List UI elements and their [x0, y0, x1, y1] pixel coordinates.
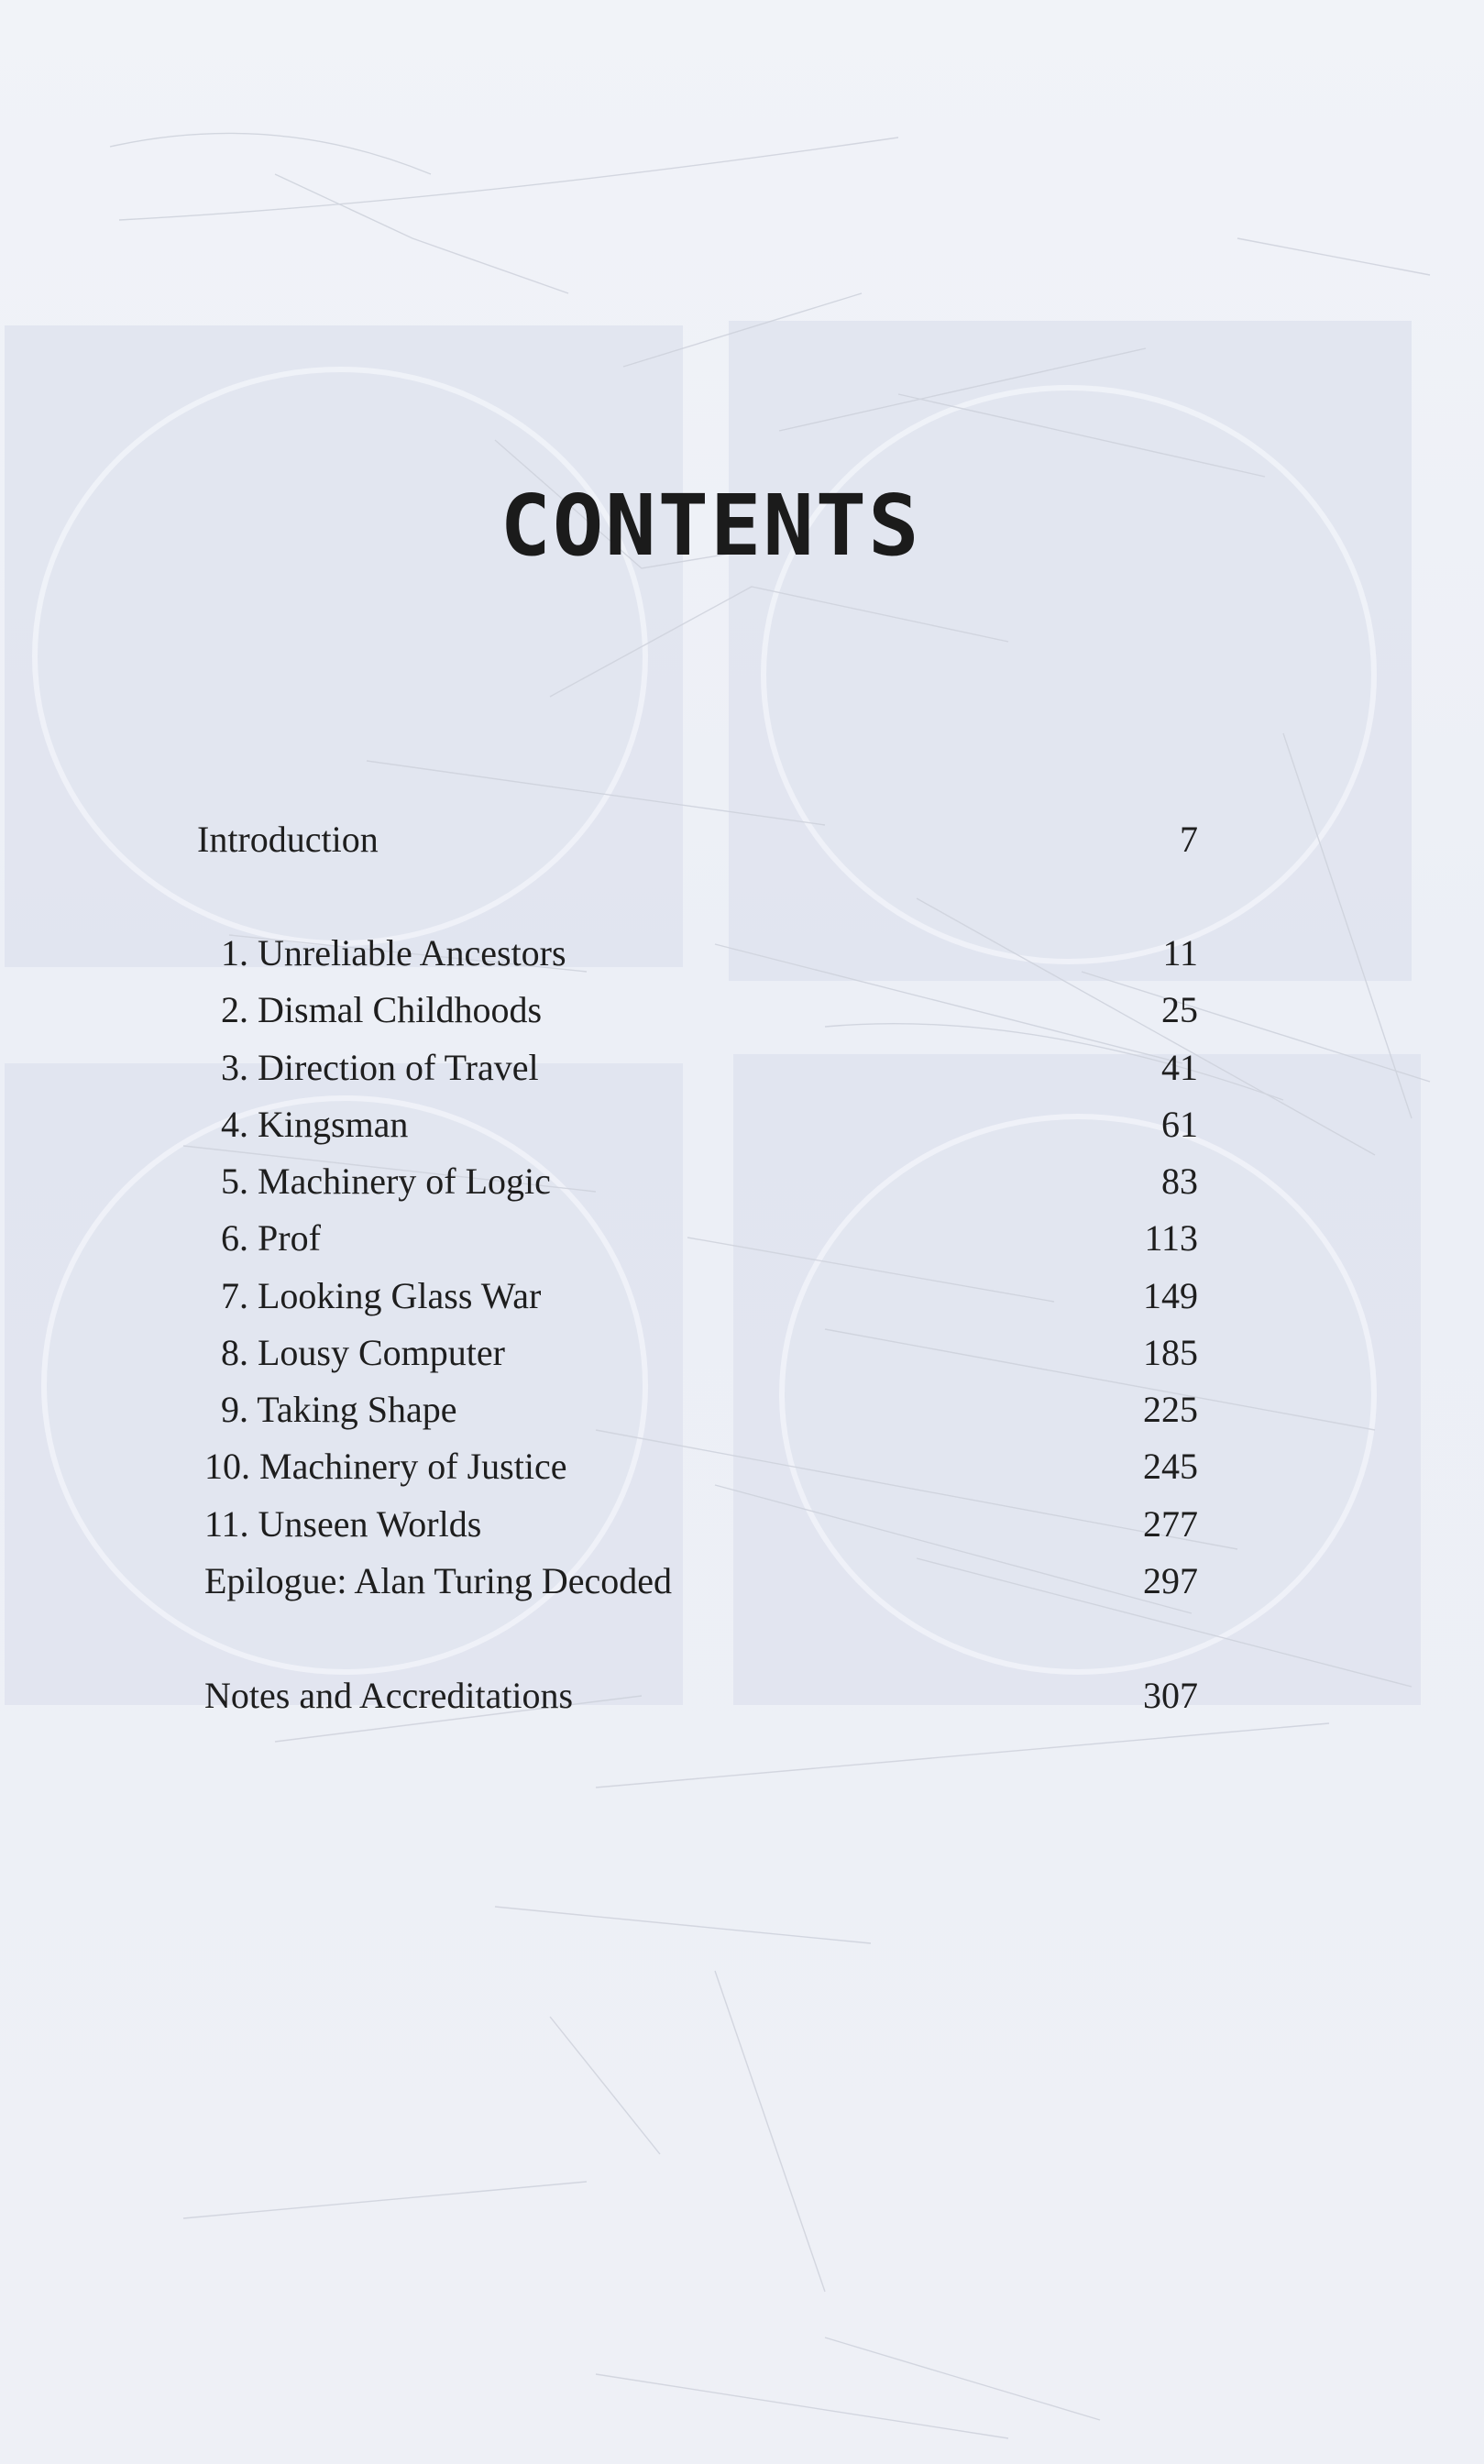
toc-entry-page-number: 185 — [1143, 1332, 1198, 1373]
toc-entry-label: 10. Machinery of Justice — [204, 1446, 567, 1487]
toc-entry-label: Introduction — [197, 819, 379, 860]
toc-entry-label: 2. Dismal Childhoods — [221, 989, 543, 1030]
toc-entry-label: 9. Taking Shape — [221, 1389, 457, 1430]
toc-entry-page-number: 149 — [1143, 1275, 1198, 1316]
toc-entry-page-number: 41 — [1161, 1047, 1198, 1088]
toc-entry-page-number: 7 — [1180, 819, 1198, 860]
toc-entry-page-number: 25 — [1161, 989, 1198, 1030]
toc-entry-label: 1. Unreliable Ancestors — [221, 932, 566, 974]
toc-entry-page-number: 11 — [1162, 932, 1198, 974]
toc-entry-label: Notes and Accreditations — [204, 1675, 574, 1716]
toc-row-chapter-8[interactable] — [197, 1326, 1198, 1380]
toc-row-chapter-4[interactable] — [197, 1097, 1198, 1152]
toc-entry-page-number: 225 — [1143, 1389, 1198, 1430]
toc-entry-label: 5. Machinery of Logic — [221, 1160, 551, 1202]
toc-row-chapter-7[interactable] — [197, 1269, 1198, 1324]
toc-entry-page-number: 245 — [1143, 1446, 1198, 1487]
toc-row-chapter-11[interactable] — [197, 1497, 1198, 1552]
toc-row-chapter-5[interactable] — [197, 1154, 1198, 1209]
toc-entry-label: 4. Kingsman — [221, 1104, 409, 1145]
toc-row-chapter-2[interactable] — [197, 983, 1198, 1038]
toc-row-chapter-10[interactable] — [197, 1439, 1198, 1494]
toc-entry-page-number: 113 — [1144, 1217, 1198, 1259]
page-title: CONTENTS — [500, 477, 921, 575]
toc-entry-label: 11. Unseen Worlds — [204, 1503, 482, 1545]
toc-row-introduction[interactable] — [197, 812, 1198, 867]
toc-entry-label: Epilogue: Alan Turing Decoded — [204, 1560, 672, 1601]
toc-row-chapter-3[interactable] — [197, 1040, 1198, 1095]
toc-entry-page-number: 83 — [1161, 1160, 1198, 1202]
toc-row-chapter-9[interactable] — [197, 1382, 1198, 1437]
toc-entry-label: 3. Direction of Travel — [221, 1047, 539, 1088]
toc-row-notes-and-accreditations[interactable] — [197, 1668, 1198, 1723]
toc-entry-label: 7. Looking Glass War — [221, 1275, 542, 1316]
toc-entry-page-number: 61 — [1161, 1104, 1198, 1145]
toc-entry-page-number: 277 — [1143, 1503, 1198, 1545]
toc-row-epilogue[interactable] — [197, 1554, 1198, 1609]
toc-row-chapter-6[interactable] — [197, 1211, 1198, 1266]
toc-entry-label: 8. Lousy Computer — [221, 1332, 505, 1373]
toc-entry-page-number: 297 — [1143, 1560, 1198, 1601]
toc-entry-label: 6. Prof — [221, 1217, 321, 1259]
toc-entry-page-number: 307 — [1143, 1675, 1198, 1716]
toc-row-chapter-1[interactable] — [197, 926, 1198, 981]
